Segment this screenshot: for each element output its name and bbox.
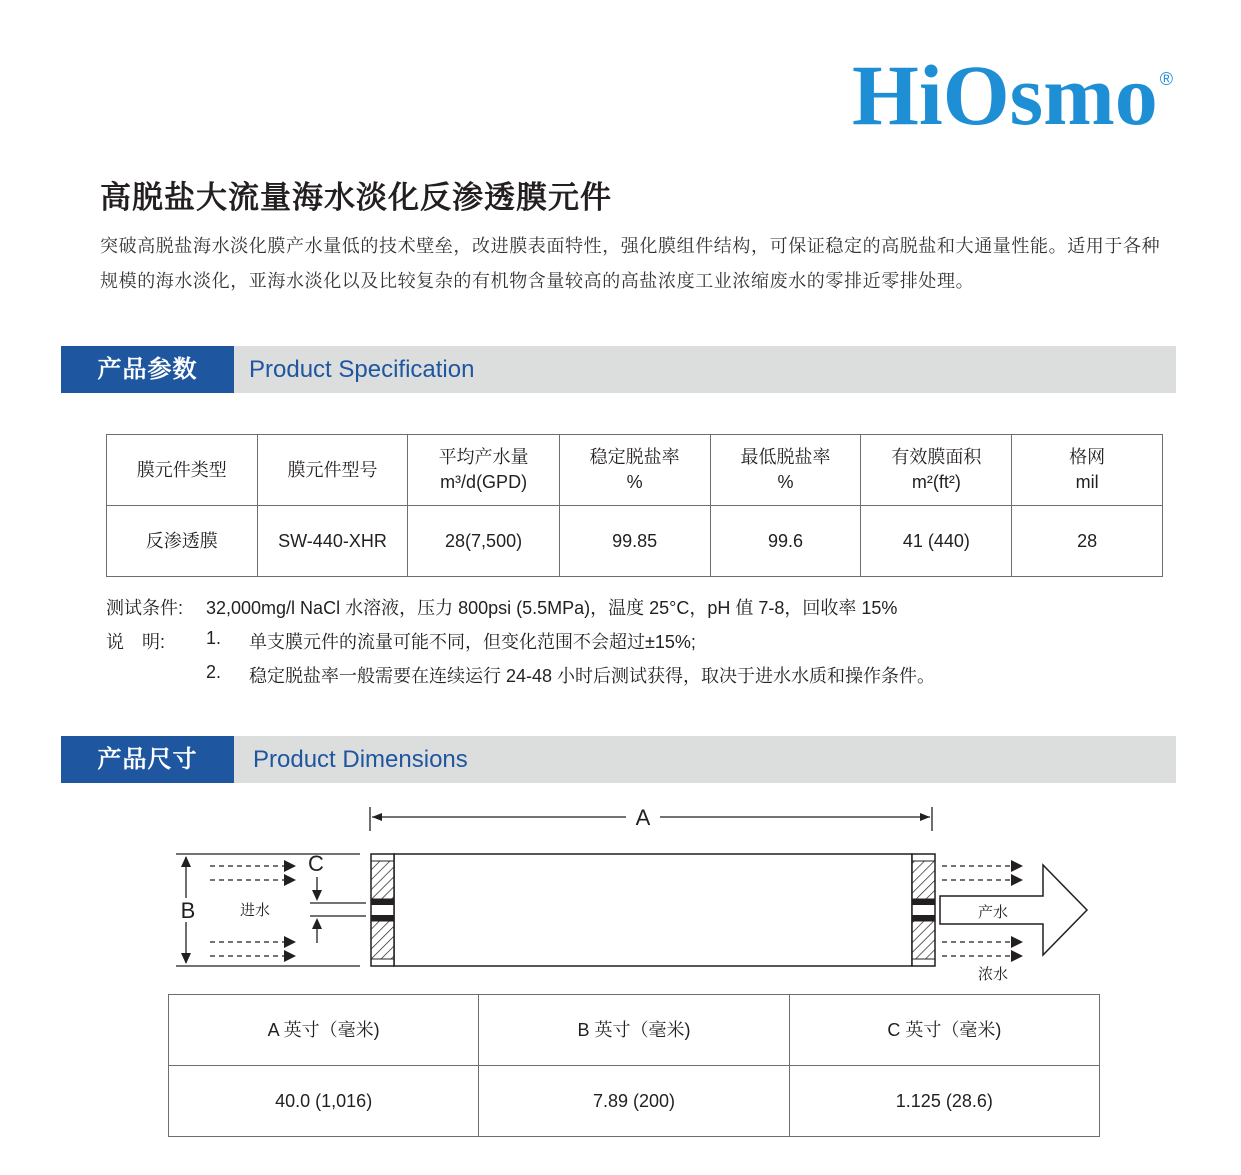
dim-b-arrow-down <box>181 953 191 964</box>
spec-header-cell: 格网 mil <box>1012 435 1163 506</box>
dim-c-arrow-down <box>312 890 322 901</box>
spec-section-header <box>61 346 1176 393</box>
dim-header-cell: B 英寸（毫米) <box>479 995 789 1066</box>
dim-c-arrow-up <box>312 918 322 929</box>
dim-value-cell: 40.0 (1,016) <box>169 1066 479 1137</box>
dim-a-label: A <box>635 805 651 830</box>
dimension-table <box>168 994 1100 1137</box>
feed-label: 进水 <box>239 902 271 919</box>
test-condition-text: 32,000mg/l NaCl 水溶液，压力 800psi (5.5MPa)，温度 25°C，pH 值 7-8，回收率 15% <box>206 598 898 618</box>
dim-a-arrow-left <box>372 813 382 821</box>
dim-value-row <box>169 1066 1100 1137</box>
dim-header-row <box>169 995 1100 1066</box>
dim-section-header <box>61 736 1176 783</box>
spec-section-cn: 产品参数 <box>61 346 234 393</box>
remark-label: 说 明: <box>106 632 166 652</box>
dim-header-cell: C 英寸（毫米) <box>789 995 1099 1066</box>
product-intro: 突破高脱盐海水淡化膜产水量低的技术壁垒，改进膜表面特性，强化膜组件结构，可保证稳定的高脱盐和大通量性能。适用于各种规模的海水淡化，亚海水淡化以及比较复杂的有机物含量较高的高盐浓度工业浓缩废水的零排近零排处理。 <box>100 236 1161 291</box>
spec-header-row <box>107 435 1163 506</box>
spec-table <box>106 434 1163 577</box>
membrane-body <box>394 854 912 966</box>
spec-value-cell: 28 <box>1012 506 1163 577</box>
concentrate-label: 浓水 <box>977 966 1009 983</box>
spec-header-cell: 膜元件型号 <box>257 435 408 506</box>
dim-value-cell: 1.125 (28.6) <box>789 1066 1099 1137</box>
dim-header-cell: A 英寸（毫米) <box>169 995 479 1066</box>
dim-b-label: B <box>180 898 196 923</box>
dim-section-cn: 产品尺寸 <box>61 736 234 783</box>
spec-header-cell: 膜元件类型 <box>107 435 258 506</box>
remark-number: 1. <box>206 628 222 648</box>
product-title: 高脱盐大流量海水淡化反渗透膜元件 <box>100 180 612 215</box>
spec-header-cell: 稳定脱盐率 % <box>559 435 710 506</box>
dim-a-arrow-right <box>920 813 930 821</box>
dim-section-en: Product Dimensions <box>253 746 468 773</box>
dim-b-arrow-up <box>181 856 191 867</box>
brand-name: HiOsmo <box>852 47 1158 143</box>
spec-value-cell: 28(7,500) <box>408 506 559 577</box>
permeate-label: 产水 <box>977 904 1009 921</box>
spec-section-en: Product Specification <box>249 356 475 383</box>
remark-text: 稳定脱盐率一般需要在连续运行 24-48 小时后测试获得，取决于进水水质和操作条件。 <box>249 666 936 686</box>
brand-logo <box>852 47 1174 143</box>
spec-value-cell: 99.85 <box>559 506 710 577</box>
spec-header-cell: 有效膜面积 m²(ft²) <box>861 435 1012 506</box>
spec-value-row <box>107 506 1163 577</box>
spec-value-cell: 99.6 <box>710 506 861 577</box>
test-condition-label: 测试条件: <box>106 598 184 618</box>
spec-value-cell: 反渗透膜 <box>107 506 258 577</box>
dim-c-label: C <box>308 851 324 876</box>
spec-value-cell: SW-440-XHR <box>257 506 408 577</box>
spec-header-cell: 平均产水量 m³/d(GPD) <box>408 435 559 506</box>
spec-header-cell: 最低脱盐率 % <box>710 435 861 506</box>
remark-number: 2. <box>206 662 222 682</box>
spec-value-cell: 41 (440) <box>861 506 1012 577</box>
membrane-dimension-diagram <box>0 795 1241 990</box>
registered-mark: ® <box>1159 69 1174 89</box>
remark-text: 单支膜元件的流量可能不同，但变化范围不会超过±15%; <box>249 632 696 652</box>
dim-value-cell: 7.89 (200) <box>479 1066 789 1137</box>
